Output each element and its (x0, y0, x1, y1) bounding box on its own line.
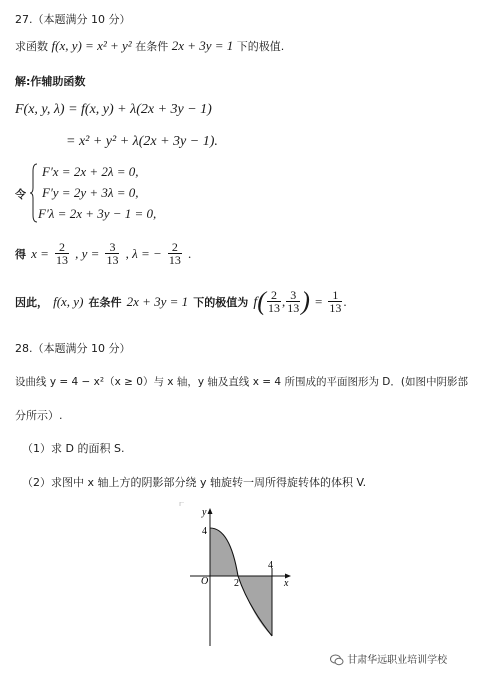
y-axis-label: y (202, 507, 207, 518)
watermark-text: 甘肃华远职业培训学校 (347, 655, 448, 666)
system-brace (30, 163, 38, 223)
left-paren: ( (257, 286, 266, 316)
question-2: （2）求图中 x 轴上方的阴影部分绕 y 轴旋转一周所得旋转体的体积 V. (22, 476, 367, 489)
x-axis-label: x (284, 578, 289, 589)
x-tick-2: 2 (234, 578, 239, 589)
system-eq-2: F′y = 2y + 3λ = 0, (42, 185, 139, 200)
wechat-icon (330, 654, 344, 666)
concl-text-a: 因此， (15, 296, 48, 309)
concl-end: . (343, 294, 347, 309)
concl-f: f (253, 295, 258, 310)
sol-x-label: x = (31, 246, 49, 261)
equation-1: F(x, y, λ) = f(x, y) + λ(2x + 3y − 1) (15, 102, 212, 117)
origin-label: O (201, 576, 209, 587)
figure-corner-mark (180, 502, 184, 506)
system-eq-3: F′λ = 2x + 3y − 1 = 0, (38, 206, 157, 221)
prompt-function: f(x, y) = x² + y² (51, 38, 132, 53)
region-figure (176, 502, 296, 650)
fraction-x: $\frac{2}{13}$ (55, 240, 68, 267)
conclusion: 因此， f(x, y) 在条件 2x + 3y = 1 下的极值为 f( $\frac{2}{13}$ , $\frac{3}{13}$ ) = $\frac{1}{13}$ . (15, 286, 347, 316)
watermark (330, 651, 447, 666)
x-tick-4: 4 (268, 560, 273, 571)
prompt-condition: 2x + 3y = 1 (171, 38, 234, 53)
solution-values (15, 241, 191, 267)
question-1: （1）求 D 的面积 S. (22, 442, 125, 455)
prompt-text-a: 求函数 (15, 40, 48, 53)
problem-28-line-2: 分所示）. (15, 409, 63, 422)
y-tick-4: 4 (202, 526, 207, 537)
concl-equals: = (314, 294, 323, 309)
prompt-text-b: 在条件 (135, 40, 169, 53)
problem-27-header: 27.（本题满分 10 分） (15, 13, 131, 26)
concl-condition: 2x + 3y = 1 (126, 294, 189, 309)
problem-27-prompt (15, 38, 284, 54)
y-axis-arrow (208, 508, 213, 514)
ling-label: 令 (15, 188, 26, 201)
problem-28-header: 28.（本题满分 10 分） (15, 342, 131, 355)
concl-fraction-3: $\frac{1}{13}$ (329, 288, 342, 315)
problem-28-line-1: 设曲线 y = 4 − x²（x ≥ 0）与 x 轴，y 轴及直线 x = 4 所围成的平面图形为 D．(如图中阴影部 (15, 376, 468, 388)
prompt-text-c: 下的极值. (236, 40, 285, 53)
concl-text-b: 在条件 (88, 296, 122, 309)
sol-y-label: , y = (75, 246, 100, 261)
fraction-y: $\frac{3}{13}$ (106, 240, 119, 267)
equation-2: = x² + y² + λ(2x + 3y − 1). (66, 134, 218, 149)
fraction-lambda: $\frac{2}{13}$ (168, 240, 181, 267)
de-label: 得 (15, 248, 26, 261)
system-eq-1: F′x = 2x + 2λ = 0, (42, 164, 139, 179)
concl-text-c: 下的极值为 (193, 296, 249, 309)
solution-label: 解:作辅助函数 (15, 75, 86, 88)
sol-lambda-label: , λ = − (125, 246, 162, 261)
concl-fraction-2: $\frac{3}{13}$ (287, 288, 300, 315)
shaded-region-below (238, 576, 272, 636)
right-paren: ) (301, 286, 310, 316)
concl-fraction-1: $\frac{2}{13}$ (267, 288, 280, 315)
concl-function: f(x, y) (53, 294, 84, 309)
sol-end: . (187, 246, 192, 261)
